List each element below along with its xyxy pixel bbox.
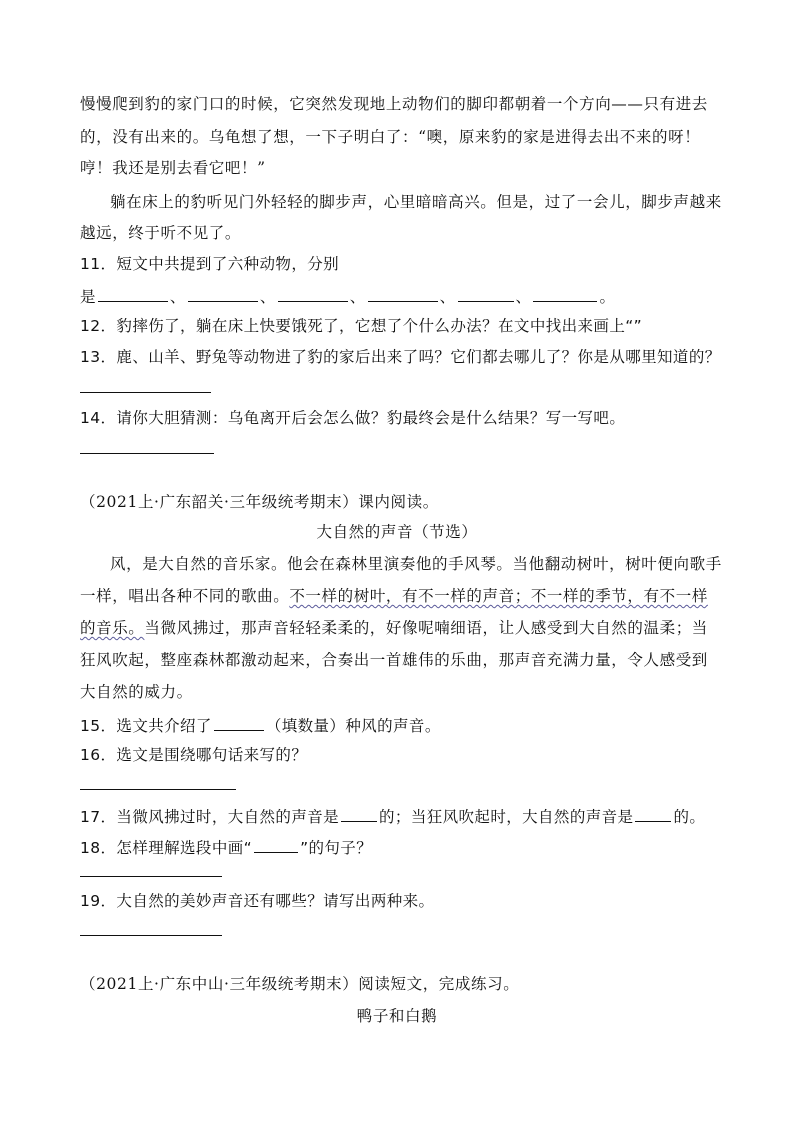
passage-line: 的音乐。当微风拂过，那声音轻轻柔柔的，好像呢喃细语，让人感受到大自然的温柔；当 xyxy=(80,619,708,637)
answer-blank[interactable] xyxy=(214,714,264,731)
passage-line: 哼！我还是别去看它吧！” xyxy=(80,159,266,177)
question-12: 12．豹摔伤了，躺在床上快要饿死了，它想了个什么办法？在文中找出来画上“” xyxy=(80,317,643,335)
question-14: 14．请你大胆猜测：乌龟离开后会怎么做？豹最终会是什么结果？写一写吧。 xyxy=(80,409,626,427)
question-13: 13．鹿、山羊、野兔等动物进了豹的家后出来了吗？它们都去哪儿了？你是从哪里知道的？ xyxy=(80,348,721,366)
answer-line[interactable] xyxy=(80,876,222,877)
passage-line: 慢慢爬到豹的家门口的时候，它突然发现地上动物们的脚印都朝着一个方向——只有进去 xyxy=(80,95,708,113)
passage-line: 风，是大自然的音乐家。他会在森林里演奏他的手风琴。当他翻动树叶，树叶便向歌手 xyxy=(110,555,722,573)
answer-blank[interactable] xyxy=(254,836,298,853)
passage-line: 越远，终于听不见了。 xyxy=(80,224,242,242)
passage-line: 躺在床上的豹听见门外轻轻的脚步声，心里暗暗高兴。但是，过了一会儿，脚步声越来 xyxy=(110,193,722,211)
section-2-title: 大自然的声音（节选） xyxy=(316,523,478,541)
question-15: 15．选文共介绍了 （填数量）种风的声音。 xyxy=(80,714,712,736)
answer-line[interactable] xyxy=(80,935,222,936)
question-18: 18．怎样理解选段中画“ ”的句子？ xyxy=(80,836,712,858)
wavy-underlined-sentence: 的音乐。 xyxy=(80,619,145,637)
answer-blank[interactable] xyxy=(98,285,168,302)
section-2-source: （2021上·广东韶关·三年级统考期末）课内阅读。 xyxy=(80,493,439,511)
question-11: 11．短文中共提到了六种动物，分别 xyxy=(80,255,340,273)
question-11-answers: 是 、 、 、 、 、 。 xyxy=(80,285,712,307)
answer-line[interactable] xyxy=(80,453,214,454)
section-3-title: 鸭子和白鹅 xyxy=(356,1007,438,1025)
passage-line: 大自然的威力。 xyxy=(80,683,193,701)
answer-blank[interactable] xyxy=(278,285,348,302)
answer-blank[interactable] xyxy=(341,805,377,822)
passage-line: 狂风吹起，整座森林都激动起来，合奏出一首雄伟的乐曲，那声音充满力量，令人感受到 xyxy=(80,651,708,669)
answer-line[interactable] xyxy=(80,789,236,790)
answer-blank[interactable] xyxy=(533,285,597,302)
answer-line[interactable] xyxy=(80,392,211,393)
wavy-underlined-sentence: 不一样的树叶，有不一样的声音；不一样的季节，有不一样 xyxy=(289,587,708,605)
passage-line: 的，没有出来的。乌龟想了想，一下子明白了：“噢，原来豹的家是进得去出不来的呀！ xyxy=(80,128,701,146)
question-16: 16．选文是围绕哪句话来写的？ xyxy=(80,746,308,764)
answer-blank[interactable] xyxy=(458,285,514,302)
question-19: 19．大自然的美妙声音还有哪些？请写出两种来。 xyxy=(80,892,435,910)
answer-blank[interactable] xyxy=(188,285,258,302)
answer-blank[interactable] xyxy=(635,805,671,822)
passage-line: 一样，唱出各种不同的歌曲。不一样的树叶，有不一样的声音；不一样的季节，有不一样 xyxy=(80,587,708,605)
section-3-source: （2021上·广东中山·三年级统考期末）阅读短文，完成练习。 xyxy=(80,975,520,993)
answer-blank[interactable] xyxy=(368,285,438,302)
question-17: 17．当微风拂过时，大自然的声音是 的；当狂风吹起时，大自然的声音是 的。 xyxy=(80,805,712,827)
